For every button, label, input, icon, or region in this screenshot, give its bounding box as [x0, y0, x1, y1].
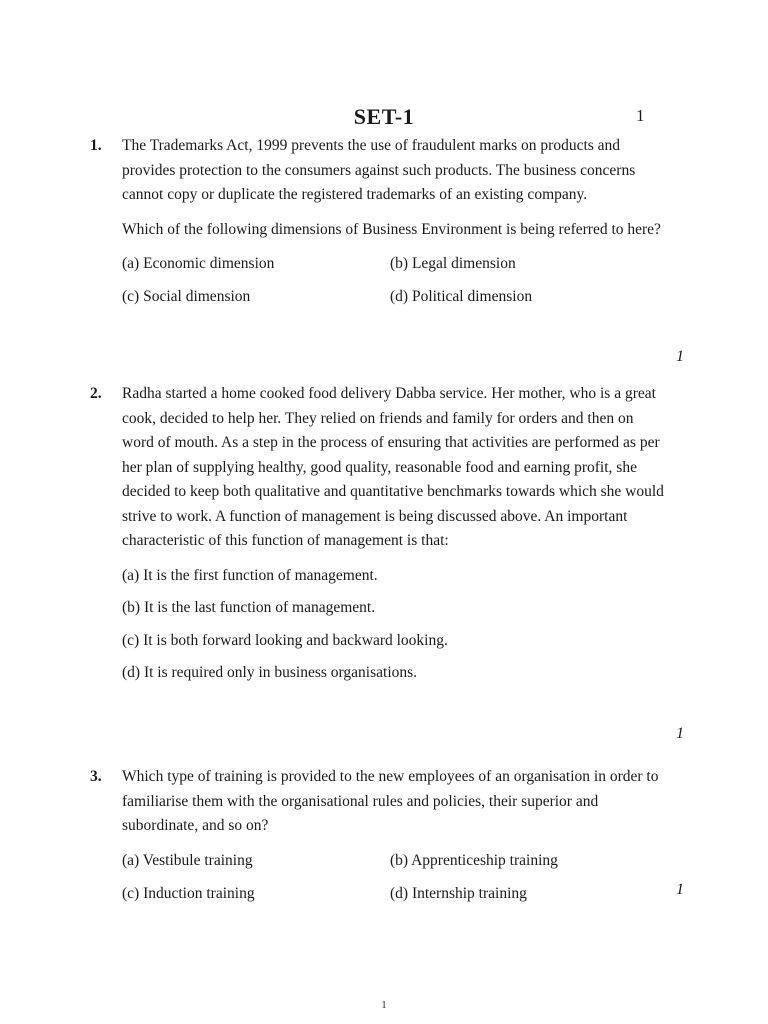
- marks: 1: [676, 881, 684, 898]
- question-prompt: Which of the following dimensions of Business Environment is being referred to here?: [122, 220, 661, 238]
- question-number: 1.: [90, 137, 102, 154]
- question-body: [122, 134, 666, 318]
- option-c: (c) It is both forward looking and backward looking.: [122, 631, 448, 649]
- question-stem: Which type of training is provided to the new employees of an organisation in order to familiarise them with the organisational rules and policies, their superior and subordinate, and so on?: [122, 768, 659, 834]
- option-d: (d) Political dimension: [390, 288, 533, 305]
- options: [122, 564, 666, 694]
- option-a: (a) Economic dimension: [122, 255, 275, 272]
- option-a: (a) Vestibule training: [122, 851, 253, 869]
- marks: 1: [676, 348, 684, 365]
- page-number: 1: [381, 1000, 387, 1011]
- corner-mark: 1: [636, 106, 645, 125]
- options: [122, 252, 666, 318]
- option-d: (d) It is required only in business organisations.: [122, 664, 418, 681]
- question-number: 3.: [90, 768, 102, 785]
- option-c: (c) Induction training: [122, 884, 255, 902]
- set-title: SET-1: [353, 104, 415, 129]
- question-stem: The Trademarks Act, 1999 prevents the use of fraudulent marks on products and provides protection to the consumers against such products. The business concerns cannot copy or duplicate the registered trademarks of an existing company.: [122, 137, 636, 203]
- question-body: [122, 382, 666, 694]
- option-b: (b) It is the last function of management.: [122, 599, 376, 616]
- option-c: (c) Social dimension: [122, 288, 251, 305]
- question-stem: Radha started a home cooked food delivery Dabba service. Her mother, who is a great cook, decided to help her. They relied on friends and family for orders and then on word of mouth. As a step in the process of ensuring that activities are performed as per her plan of supplying healthy, good quality, reasonable food and earning profit, she decided to keep both qualitative and quantitative benchmarks towards which she would strive to work. A function of management is being discussed above. An important characteristic of this function of management is that:: [122, 385, 664, 549]
- option-d: (d) Internship training: [390, 884, 527, 902]
- option-b: (b) Apprenticeship training: [390, 851, 558, 869]
- question-body: [122, 765, 666, 915]
- marks: 1: [676, 725, 684, 742]
- options: [122, 849, 666, 915]
- option-b: (b) Legal dimension: [390, 255, 516, 272]
- option-a: (a) It is the first function of management.: [122, 566, 378, 584]
- question-number: 2.: [90, 385, 102, 402]
